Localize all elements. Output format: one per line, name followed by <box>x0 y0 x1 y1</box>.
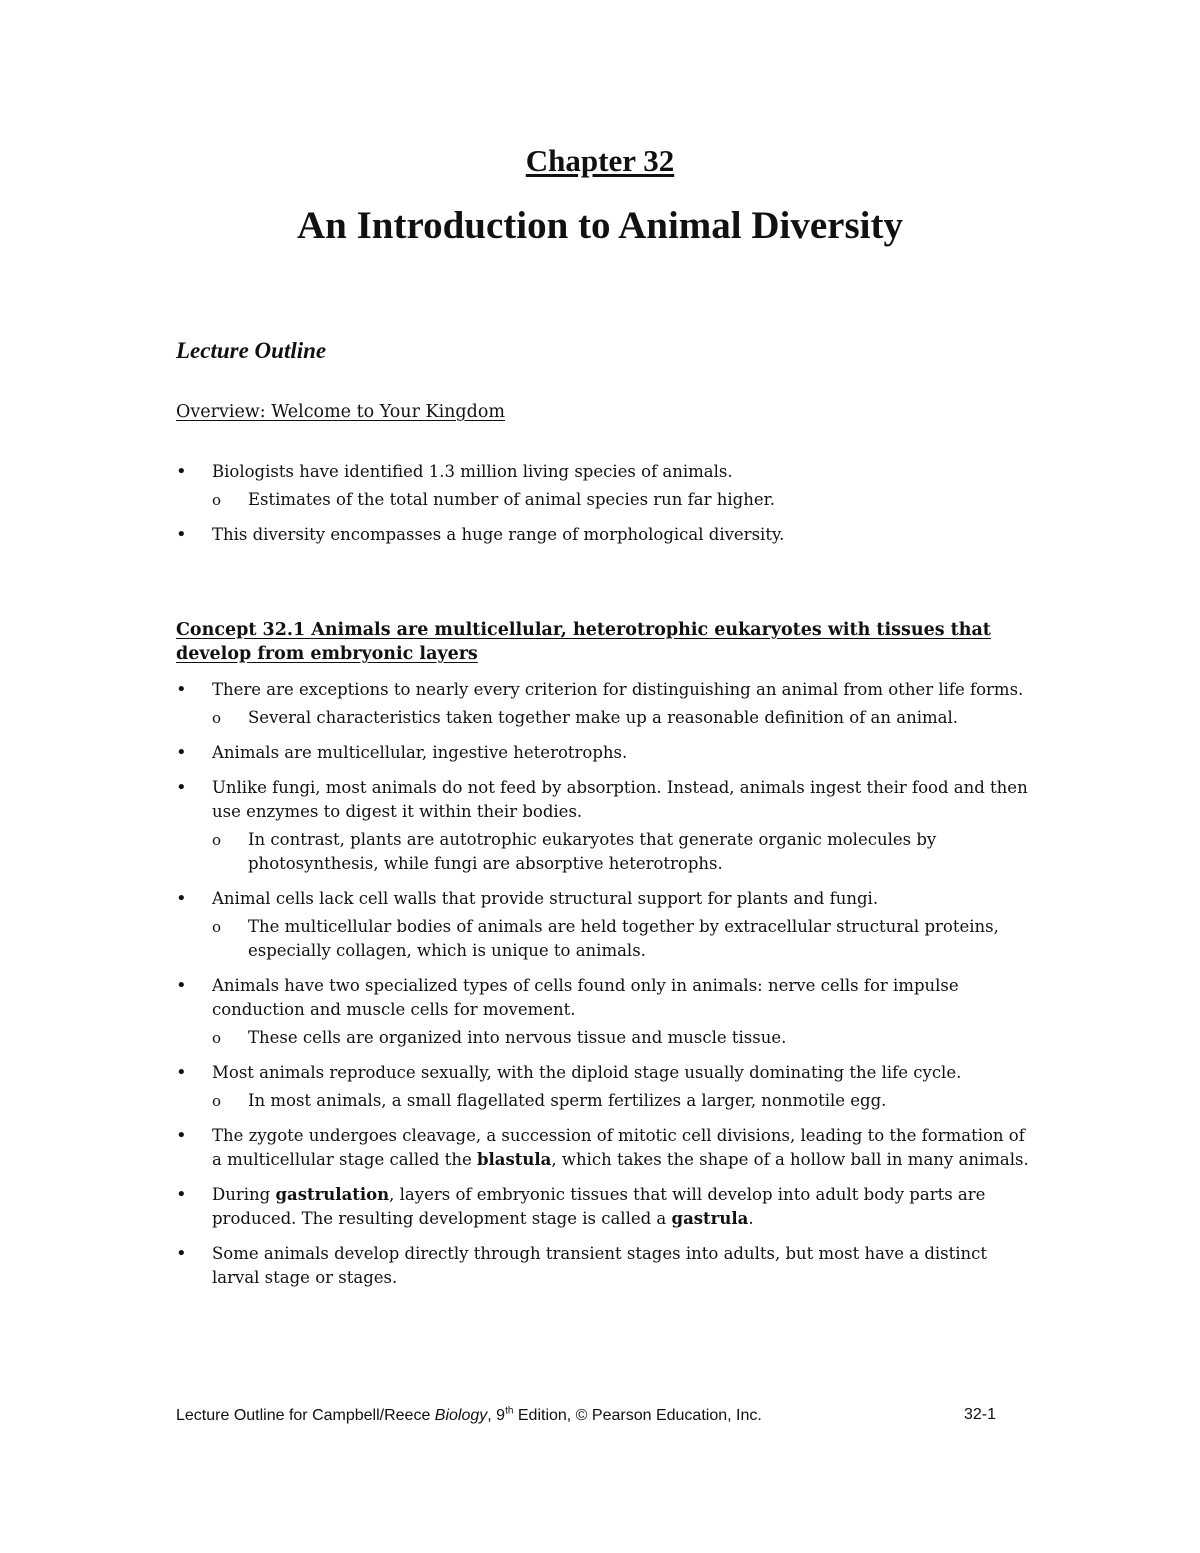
list-item <box>176 1242 1036 1290</box>
sub-list-item <box>176 488 1036 512</box>
term-gastrula: gastrula <box>671 1209 749 1228</box>
chapter-number: Chapter 32 <box>525 143 675 178</box>
list-item-text: The zygote undergoes cleavage, a succession of mitotic cell divisions, leading to the formation of a multicellular stage called the blastula, which takes the shape of a hollow ball in many animals. <box>212 1126 1029 1169</box>
sub-item-text: These cells are organized into nervous tissue and muscle tissue. <box>248 1028 787 1047</box>
sub-item-text: Estimates of the total number of animal species run far higher. <box>248 490 775 509</box>
lecture-outline-label: Lecture Outline <box>176 338 327 363</box>
list-item-text: There are exceptions to nearly every criterion for distinguishing an animal from other life forms. <box>212 680 1024 699</box>
page-number: 32-1 <box>963 1406 996 1423</box>
sub-item-text: Several characteristics taken together make up a reasonable definition of an animal. <box>248 708 959 727</box>
list-item <box>176 974 1036 1050</box>
overview-list <box>176 460 1036 558</box>
footer-book-title: Biology <box>434 1407 488 1425</box>
list-item <box>176 523 1036 547</box>
sub-list-item <box>176 706 1036 730</box>
list-item-text: During gastrulation, layers of embryonic tissues that will develop into adult body parts are produced. The resulting development stage is called a gastrula. <box>212 1185 986 1228</box>
list-item-text: Biologists have identified 1.3 million living species of animals. <box>212 462 733 481</box>
list-item <box>176 1124 1036 1172</box>
sub-item-text: The multicellular bodies of animals are held together by extracellular structural proteins, especially collagen, which is unique to animals. <box>248 917 999 960</box>
sub-item-text: In most animals, a small flagellated sperm fertilizes a larger, nonmotile egg. <box>248 1091 887 1110</box>
overview-heading: Overview: Welcome to Your Kingdom <box>176 402 505 422</box>
list-item <box>176 460 1036 512</box>
list-item-text: Animals are multicellular, ingestive heterotrophs. <box>212 743 628 762</box>
list-item-text: Animal cells lack cell walls that provide structural support for plants and fungi. <box>212 889 879 908</box>
list-item <box>176 741 1036 765</box>
term-blastula: blastula <box>476 1150 552 1169</box>
concept-heading: Concept 32.1 Animals are multicellular, heterotrophic eukaryotes with tissues that develop from embryonic layers <box>176 620 991 664</box>
list-item-text: This diversity encompasses a huge range of morphological diversity. <box>212 525 785 544</box>
sub-list-item <box>176 828 1036 876</box>
page-title: An Introduction to Animal Diversity <box>297 204 903 247</box>
term-gastrulation: gastrulation <box>275 1185 390 1204</box>
concept-list <box>176 678 1036 1301</box>
list-item <box>176 887 1036 963</box>
list-item <box>176 1183 1036 1231</box>
list-item-text: Some animals develop directly through transient stages into adults, but most have a distinct larval stage or stages. <box>212 1244 988 1287</box>
list-item <box>176 776 1036 876</box>
sub-item-text: In contrast, plants are autotrophic eukaryotes that generate organic molecules by photosynthesis, while fungi are absorptive heterotrophs. <box>248 830 937 873</box>
page-footer <box>176 1406 996 1425</box>
list-item <box>176 1061 1036 1113</box>
list-item-text: Most animals reproduce sexually, with the diploid stage usually dominating the life cycle. <box>212 1063 962 1082</box>
list-item-text: Unlike fungi, most animals do not feed by absorption. Instead, animals ingest their food and then use enzymes to digest it within their bodies. <box>212 778 1028 821</box>
sub-list-item <box>176 1089 1036 1113</box>
sub-list-item <box>176 915 1036 963</box>
list-item-text: Animals have two specialized types of cells found only in animals: nerve cells for impulse conduction and muscle cells for movement. <box>212 976 959 1019</box>
footer-text: Lecture Outline for Campbell/Reece Biology, 9th Edition, © Pearson Education, Inc. <box>176 1406 762 1425</box>
sub-list-item <box>176 1026 1036 1050</box>
list-item <box>176 678 1036 730</box>
